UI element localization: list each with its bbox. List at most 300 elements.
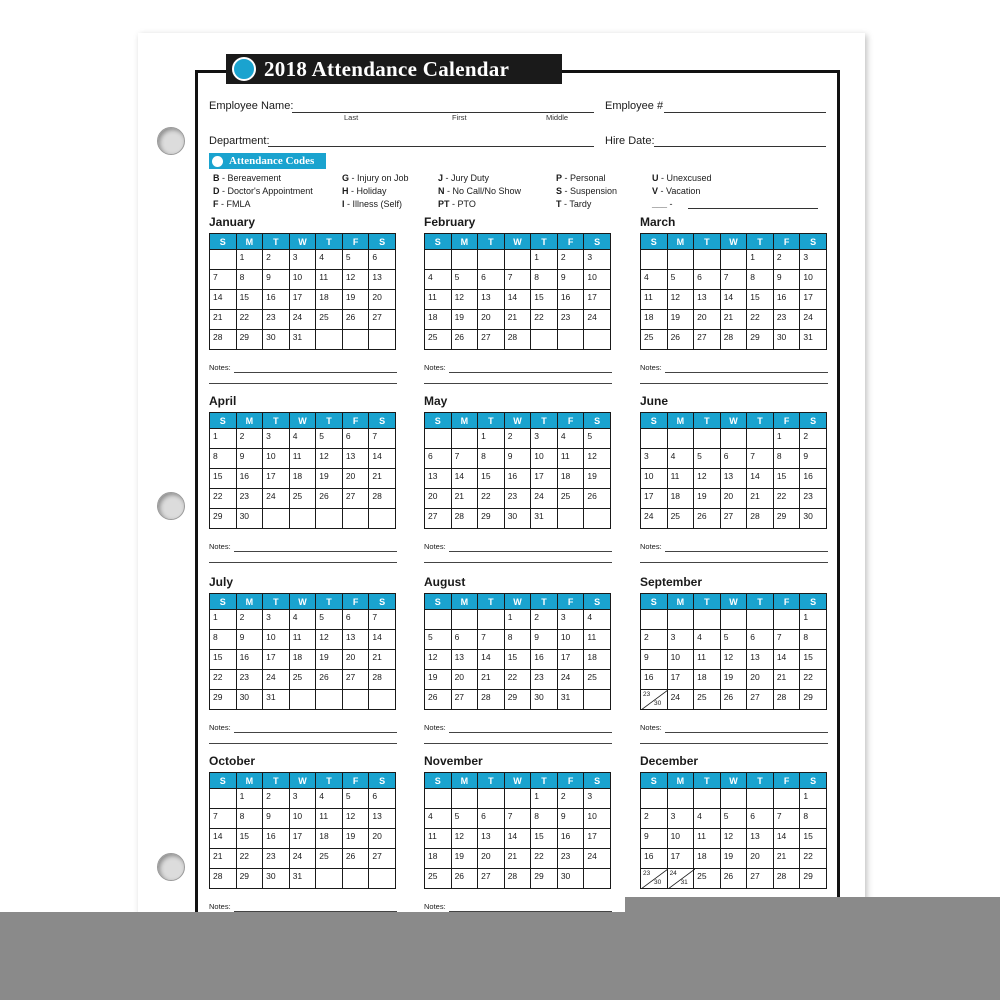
day-cell[interactable]: 3 <box>584 789 611 809</box>
day-cell[interactable]: 8 <box>504 630 531 650</box>
day-cell[interactable]: 29 <box>210 509 237 529</box>
day-cell[interactable]: 7 <box>210 809 237 829</box>
day-cell[interactable]: 13 <box>747 829 774 849</box>
day-cell[interactable]: 9 <box>236 630 263 650</box>
day-cell[interactable]: 18 <box>316 290 343 310</box>
day-cell[interactable]: 19 <box>451 310 478 330</box>
day-cell[interactable]: 30 <box>773 330 800 350</box>
day-cell[interactable]: 15 <box>236 290 263 310</box>
day-cell[interactable]: 3 <box>289 250 316 270</box>
day-cell[interactable]: 13 <box>425 469 452 489</box>
day-cell[interactable]: 14 <box>504 829 531 849</box>
day-cell[interactable]: 8 <box>747 270 774 290</box>
day-cell[interactable]: 19 <box>451 849 478 869</box>
day-cell[interactable]: 4 <box>584 610 611 630</box>
day-cell[interactable]: 1 <box>531 250 558 270</box>
day-cell[interactable]: 3 <box>667 809 694 829</box>
day-cell[interactable]: 31 <box>289 330 316 350</box>
day-cell[interactable]: 12 <box>316 630 343 650</box>
day-cell[interactable]: 8 <box>531 270 558 290</box>
day-cell[interactable]: 17 <box>263 650 290 670</box>
day-cell[interactable]: 3 <box>800 250 827 270</box>
day-cell[interactable]: 4 <box>557 429 584 449</box>
day-cell[interactable]: 27 <box>342 670 369 690</box>
day-cell[interactable]: 12 <box>720 829 747 849</box>
day-cell[interactable]: 20 <box>720 489 747 509</box>
day-cell[interactable]: 4 <box>316 789 343 809</box>
day-cell[interactable]: 31 <box>800 330 827 350</box>
day-cell[interactable]: 5 <box>451 809 478 829</box>
day-cell[interactable]: 28 <box>773 869 800 889</box>
day-cell[interactable]: 10 <box>641 469 668 489</box>
day-cell[interactable]: 14 <box>504 290 531 310</box>
day-cell[interactable]: 3 <box>667 630 694 650</box>
day-cell[interactable]: 28 <box>369 670 396 690</box>
day-cell[interactable]: 14 <box>773 829 800 849</box>
day-cell[interactable]: 19 <box>316 469 343 489</box>
day-cell[interactable]: 20 <box>478 310 505 330</box>
day-cell[interactable]: 16 <box>773 290 800 310</box>
day-cell[interactable]: 26 <box>694 509 721 529</box>
day-cell[interactable]: 11 <box>425 829 452 849</box>
day-cell[interactable]: 27 <box>369 849 396 869</box>
day-cell[interactable]: 15 <box>210 650 237 670</box>
day-cell[interactable]: 18 <box>557 469 584 489</box>
day-cell[interactable]: 16 <box>236 469 263 489</box>
day-cell[interactable]: 1 <box>773 429 800 449</box>
day-cell[interactable]: 8 <box>210 630 237 650</box>
day-cell[interactable]: 24 <box>263 489 290 509</box>
day-cell[interactable]: 8 <box>210 449 237 469</box>
day-cell[interactable]: 25 <box>425 330 452 350</box>
day-cell[interactable]: 10 <box>289 809 316 829</box>
day-cell[interactable]: 11 <box>557 449 584 469</box>
day-cell[interactable]: 24 <box>641 509 668 529</box>
day-cell[interactable]: 21 <box>369 650 396 670</box>
day-cell[interactable]: 28 <box>720 330 747 350</box>
day-cell[interactable]: 14 <box>773 650 800 670</box>
day-cell[interactable]: 7 <box>210 270 237 290</box>
day-cell[interactable]: 2 <box>263 789 290 809</box>
day-cell[interactable]: 23 <box>557 849 584 869</box>
day-cell[interactable]: 7 <box>369 610 396 630</box>
day-cell[interactable]: 18 <box>694 670 721 690</box>
day-cell[interactable]: 29 <box>773 509 800 529</box>
custom-code-item[interactable]: ___ - <box>652 199 673 209</box>
day-cell[interactable]: 5 <box>720 630 747 650</box>
day-cell[interactable]: 28 <box>478 690 505 710</box>
day-cell[interactable]: 25 <box>667 509 694 529</box>
day-cell[interactable]: 26 <box>584 489 611 509</box>
day-cell[interactable]: 2 <box>641 809 668 829</box>
day-cell[interactable]: 4 <box>425 809 452 829</box>
day-cell[interactable]: 9 <box>800 449 827 469</box>
day-cell[interactable]: 25 <box>289 489 316 509</box>
day-cell[interactable]: 5 <box>451 270 478 290</box>
day-cell[interactable]: 11 <box>694 829 721 849</box>
day-cell[interactable]: 7 <box>773 809 800 829</box>
day-cell[interactable]: 17 <box>584 290 611 310</box>
day-cell[interactable]: 10 <box>800 270 827 290</box>
notes-field[interactable] <box>209 902 397 911</box>
day-cell[interactable]: 25 <box>694 690 721 710</box>
day-cell[interactable]: 3 <box>263 610 290 630</box>
day-cell[interactable]: 21 <box>451 489 478 509</box>
day-cell[interactable]: 27 <box>747 690 774 710</box>
split-day-cell[interactable] <box>667 869 694 889</box>
day-cell[interactable]: 13 <box>478 290 505 310</box>
day-cell[interactable]: 5 <box>342 789 369 809</box>
day-cell[interactable]: 29 <box>478 509 505 529</box>
day-cell[interactable]: 26 <box>451 330 478 350</box>
day-cell[interactable]: 7 <box>773 630 800 650</box>
day-cell[interactable]: 19 <box>667 310 694 330</box>
day-cell[interactable]: 15 <box>210 469 237 489</box>
day-cell[interactable]: 19 <box>584 469 611 489</box>
day-cell[interactable]: 23 <box>236 670 263 690</box>
day-cell[interactable]: 28 <box>773 690 800 710</box>
day-cell[interactable]: 3 <box>531 429 558 449</box>
day-cell[interactable]: 11 <box>289 449 316 469</box>
day-cell[interactable]: 30 <box>531 690 558 710</box>
notes-field[interactable] <box>640 723 828 732</box>
day-cell[interactable]: 23 <box>236 489 263 509</box>
day-cell[interactable]: 16 <box>557 829 584 849</box>
day-cell[interactable]: 25 <box>557 489 584 509</box>
day-cell[interactable]: 18 <box>694 849 721 869</box>
day-cell[interactable]: 24 <box>584 310 611 330</box>
day-cell[interactable]: 5 <box>667 270 694 290</box>
day-cell[interactable]: 7 <box>478 630 505 650</box>
day-cell[interactable]: 1 <box>210 429 237 449</box>
day-cell[interactable]: 11 <box>289 630 316 650</box>
day-cell[interactable]: 22 <box>210 670 237 690</box>
day-cell[interactable]: 6 <box>342 429 369 449</box>
day-cell[interactable]: 10 <box>584 809 611 829</box>
day-cell[interactable]: 1 <box>210 610 237 630</box>
day-cell[interactable]: 9 <box>263 809 290 829</box>
day-cell[interactable]: 15 <box>531 829 558 849</box>
day-cell[interactable]: 19 <box>342 290 369 310</box>
day-cell[interactable]: 15 <box>773 469 800 489</box>
day-cell[interactable]: 14 <box>451 469 478 489</box>
day-cell[interactable]: 14 <box>369 449 396 469</box>
day-cell[interactable]: 25 <box>641 330 668 350</box>
day-cell[interactable]: 5 <box>425 630 452 650</box>
day-cell[interactable]: 2 <box>800 429 827 449</box>
notes-field[interactable] <box>640 363 828 372</box>
day-cell[interactable]: 17 <box>667 849 694 869</box>
day-cell[interactable]: 21 <box>210 310 237 330</box>
day-cell[interactable]: 20 <box>342 469 369 489</box>
day-cell[interactable]: 6 <box>720 449 747 469</box>
day-cell[interactable]: 25 <box>584 670 611 690</box>
employee-number-field[interactable] <box>664 112 826 113</box>
day-cell[interactable]: 10 <box>263 630 290 650</box>
day-cell[interactable]: 17 <box>289 829 316 849</box>
day-cell[interactable]: 6 <box>478 809 505 829</box>
day-cell[interactable]: 28 <box>210 330 237 350</box>
day-cell[interactable]: 17 <box>263 469 290 489</box>
department-field[interactable] <box>268 146 594 147</box>
day-cell[interactable]: 19 <box>720 849 747 869</box>
day-cell[interactable]: 1 <box>236 250 263 270</box>
day-cell[interactable]: 12 <box>342 809 369 829</box>
day-cell[interactable]: 22 <box>531 849 558 869</box>
day-cell[interactable]: 20 <box>694 310 721 330</box>
day-cell[interactable]: 16 <box>236 650 263 670</box>
day-cell[interactable]: 8 <box>800 809 827 829</box>
day-cell[interactable]: 21 <box>369 469 396 489</box>
day-cell[interactable]: 22 <box>478 489 505 509</box>
day-cell[interactable]: 1 <box>800 789 827 809</box>
day-cell[interactable]: 6 <box>369 789 396 809</box>
day-cell[interactable]: 13 <box>342 630 369 650</box>
day-cell[interactable]: 6 <box>342 610 369 630</box>
day-cell[interactable]: 20 <box>478 849 505 869</box>
day-cell[interactable]: 18 <box>289 469 316 489</box>
day-cell[interactable]: 22 <box>800 849 827 869</box>
day-cell[interactable]: 13 <box>720 469 747 489</box>
day-cell[interactable]: 8 <box>478 449 505 469</box>
day-cell[interactable]: 13 <box>478 829 505 849</box>
day-cell[interactable]: 28 <box>210 869 237 889</box>
day-cell[interactable]: 4 <box>667 449 694 469</box>
day-cell[interactable]: 30 <box>236 690 263 710</box>
day-cell[interactable]: 24 <box>667 690 694 710</box>
day-cell[interactable]: 23 <box>263 310 290 330</box>
day-cell[interactable]: 12 <box>694 469 721 489</box>
day-cell[interactable]: 23 <box>504 489 531 509</box>
day-cell[interactable]: 18 <box>425 310 452 330</box>
day-cell[interactable]: 13 <box>369 809 396 829</box>
day-cell[interactable]: 10 <box>667 829 694 849</box>
day-cell[interactable]: 9 <box>557 809 584 829</box>
day-cell[interactable]: 12 <box>425 650 452 670</box>
day-cell[interactable]: 27 <box>747 869 774 889</box>
day-cell[interactable]: 26 <box>451 869 478 889</box>
day-cell[interactable]: 17 <box>641 489 668 509</box>
day-cell[interactable]: 16 <box>263 290 290 310</box>
day-cell[interactable]: 23 <box>263 849 290 869</box>
day-cell[interactable]: 12 <box>316 449 343 469</box>
day-cell[interactable]: 7 <box>504 270 531 290</box>
day-cell[interactable]: 10 <box>667 650 694 670</box>
day-cell[interactable]: 24 <box>263 670 290 690</box>
day-cell[interactable]: 30 <box>263 330 290 350</box>
day-cell[interactable]: 1 <box>236 789 263 809</box>
day-cell[interactable]: 12 <box>667 290 694 310</box>
day-cell[interactable]: 26 <box>425 690 452 710</box>
day-cell[interactable]: 26 <box>720 869 747 889</box>
notes-field[interactable] <box>209 723 397 732</box>
day-cell[interactable]: 16 <box>641 849 668 869</box>
day-cell[interactable]: 21 <box>747 489 774 509</box>
day-cell[interactable]: 14 <box>369 630 396 650</box>
day-cell[interactable]: 31 <box>263 690 290 710</box>
day-cell[interactable]: 4 <box>694 630 721 650</box>
day-cell[interactable]: 15 <box>504 650 531 670</box>
day-cell[interactable]: 21 <box>210 849 237 869</box>
notes-field[interactable] <box>424 723 612 732</box>
day-cell[interactable]: 8 <box>236 809 263 829</box>
day-cell[interactable]: 22 <box>236 849 263 869</box>
day-cell[interactable]: 6 <box>425 449 452 469</box>
day-cell[interactable]: 17 <box>531 469 558 489</box>
day-cell[interactable]: 18 <box>289 650 316 670</box>
day-cell[interactable]: 13 <box>342 449 369 469</box>
day-cell[interactable]: 20 <box>342 650 369 670</box>
day-cell[interactable]: 2 <box>504 429 531 449</box>
day-cell[interactable]: 22 <box>210 489 237 509</box>
split-day-cell[interactable] <box>641 869 668 889</box>
day-cell[interactable]: 9 <box>557 270 584 290</box>
day-cell[interactable]: 22 <box>800 670 827 690</box>
day-cell[interactable]: 18 <box>584 650 611 670</box>
day-cell[interactable]: 11 <box>694 650 721 670</box>
day-cell[interactable]: 22 <box>773 489 800 509</box>
day-cell[interactable]: 27 <box>342 489 369 509</box>
day-cell[interactable]: 6 <box>451 630 478 650</box>
notes-field[interactable] <box>209 542 397 551</box>
day-cell[interactable]: 5 <box>342 250 369 270</box>
day-cell[interactable]: 2 <box>641 630 668 650</box>
day-cell[interactable]: 25 <box>694 869 721 889</box>
day-cell[interactable]: 23 <box>557 310 584 330</box>
day-cell[interactable]: 26 <box>316 670 343 690</box>
day-cell[interactable]: 21 <box>504 849 531 869</box>
day-cell[interactable]: 15 <box>478 469 505 489</box>
day-cell[interactable]: 4 <box>289 610 316 630</box>
day-cell[interactable]: 4 <box>694 809 721 829</box>
day-cell[interactable]: 26 <box>342 310 369 330</box>
day-cell[interactable]: 26 <box>342 849 369 869</box>
day-cell[interactable]: 16 <box>800 469 827 489</box>
day-cell[interactable]: 3 <box>641 449 668 469</box>
day-cell[interactable]: 18 <box>316 829 343 849</box>
day-cell[interactable]: 24 <box>584 849 611 869</box>
day-cell[interactable]: 9 <box>641 650 668 670</box>
day-cell[interactable]: 30 <box>236 509 263 529</box>
day-cell[interactable]: 14 <box>478 650 505 670</box>
day-cell[interactable]: 23 <box>531 670 558 690</box>
day-cell[interactable]: 13 <box>747 650 774 670</box>
day-cell[interactable]: 1 <box>478 429 505 449</box>
day-cell[interactable]: 11 <box>641 290 668 310</box>
day-cell[interactable]: 13 <box>451 650 478 670</box>
day-cell[interactable]: 14 <box>720 290 747 310</box>
day-cell[interactable]: 11 <box>425 290 452 310</box>
day-cell[interactable]: 15 <box>747 290 774 310</box>
day-cell[interactable]: 24 <box>800 310 827 330</box>
day-cell[interactable]: 17 <box>289 290 316 310</box>
day-cell[interactable]: 21 <box>504 310 531 330</box>
day-cell[interactable]: 19 <box>316 650 343 670</box>
day-cell[interactable]: 30 <box>557 869 584 889</box>
day-cell[interactable]: 26 <box>720 690 747 710</box>
day-cell[interactable]: 29 <box>236 869 263 889</box>
day-cell[interactable]: 25 <box>425 869 452 889</box>
day-cell[interactable]: 11 <box>316 270 343 290</box>
day-cell[interactable]: 19 <box>720 670 747 690</box>
day-cell[interactable]: 29 <box>531 869 558 889</box>
day-cell[interactable]: 22 <box>531 310 558 330</box>
day-cell[interactable]: 29 <box>210 690 237 710</box>
day-cell[interactable]: 17 <box>800 290 827 310</box>
day-cell[interactable]: 14 <box>210 290 237 310</box>
hire-date-field[interactable] <box>654 146 826 147</box>
day-cell[interactable]: 9 <box>773 270 800 290</box>
day-cell[interactable]: 10 <box>531 449 558 469</box>
day-cell[interactable]: 6 <box>369 250 396 270</box>
day-cell[interactable]: 1 <box>504 610 531 630</box>
day-cell[interactable]: 1 <box>800 610 827 630</box>
day-cell[interactable]: 10 <box>557 630 584 650</box>
day-cell[interactable]: 25 <box>289 670 316 690</box>
day-cell[interactable]: 20 <box>369 829 396 849</box>
day-cell[interactable]: 7 <box>504 809 531 829</box>
day-cell[interactable]: 5 <box>584 429 611 449</box>
day-cell[interactable]: 7 <box>451 449 478 469</box>
split-day-cell[interactable] <box>641 690 668 710</box>
day-cell[interactable]: 31 <box>531 509 558 529</box>
day-cell[interactable]: 16 <box>263 829 290 849</box>
day-cell[interactable]: 22 <box>747 310 774 330</box>
day-cell[interactable]: 15 <box>236 829 263 849</box>
day-cell[interactable]: 2 <box>773 250 800 270</box>
day-cell[interactable]: 9 <box>504 449 531 469</box>
day-cell[interactable]: 16 <box>504 469 531 489</box>
day-cell[interactable]: 15 <box>800 829 827 849</box>
day-cell[interactable]: 10 <box>289 270 316 290</box>
day-cell[interactable]: 27 <box>478 330 505 350</box>
day-cell[interactable]: 18 <box>425 849 452 869</box>
day-cell[interactable]: 2 <box>557 250 584 270</box>
day-cell[interactable]: 5 <box>316 610 343 630</box>
day-cell[interactable]: 8 <box>531 809 558 829</box>
day-cell[interactable]: 22 <box>236 310 263 330</box>
day-cell[interactable]: 28 <box>504 869 531 889</box>
day-cell[interactable]: 4 <box>316 250 343 270</box>
day-cell[interactable]: 2 <box>557 789 584 809</box>
day-cell[interactable]: 12 <box>584 449 611 469</box>
day-cell[interactable]: 26 <box>316 489 343 509</box>
day-cell[interactable]: 10 <box>263 449 290 469</box>
day-cell[interactable]: 15 <box>800 650 827 670</box>
day-cell[interactable]: 12 <box>451 290 478 310</box>
day-cell[interactable]: 8 <box>773 449 800 469</box>
day-cell[interactable]: 22 <box>504 670 531 690</box>
day-cell[interactable]: 11 <box>667 469 694 489</box>
day-cell[interactable]: 25 <box>316 310 343 330</box>
day-cell[interactable]: 17 <box>667 670 694 690</box>
day-cell[interactable]: 5 <box>720 809 747 829</box>
day-cell[interactable]: 30 <box>504 509 531 529</box>
day-cell[interactable]: 31 <box>289 869 316 889</box>
day-cell[interactable]: 27 <box>451 690 478 710</box>
day-cell[interactable]: 27 <box>720 509 747 529</box>
day-cell[interactable]: 2 <box>236 429 263 449</box>
day-cell[interactable]: 25 <box>316 849 343 869</box>
day-cell[interactable]: 8 <box>236 270 263 290</box>
day-cell[interactable]: 21 <box>720 310 747 330</box>
day-cell[interactable]: 1 <box>531 789 558 809</box>
day-cell[interactable]: 28 <box>747 509 774 529</box>
day-cell[interactable]: 29 <box>800 690 827 710</box>
day-cell[interactable]: 5 <box>316 429 343 449</box>
day-cell[interactable]: 4 <box>425 270 452 290</box>
day-cell[interactable]: 12 <box>342 270 369 290</box>
